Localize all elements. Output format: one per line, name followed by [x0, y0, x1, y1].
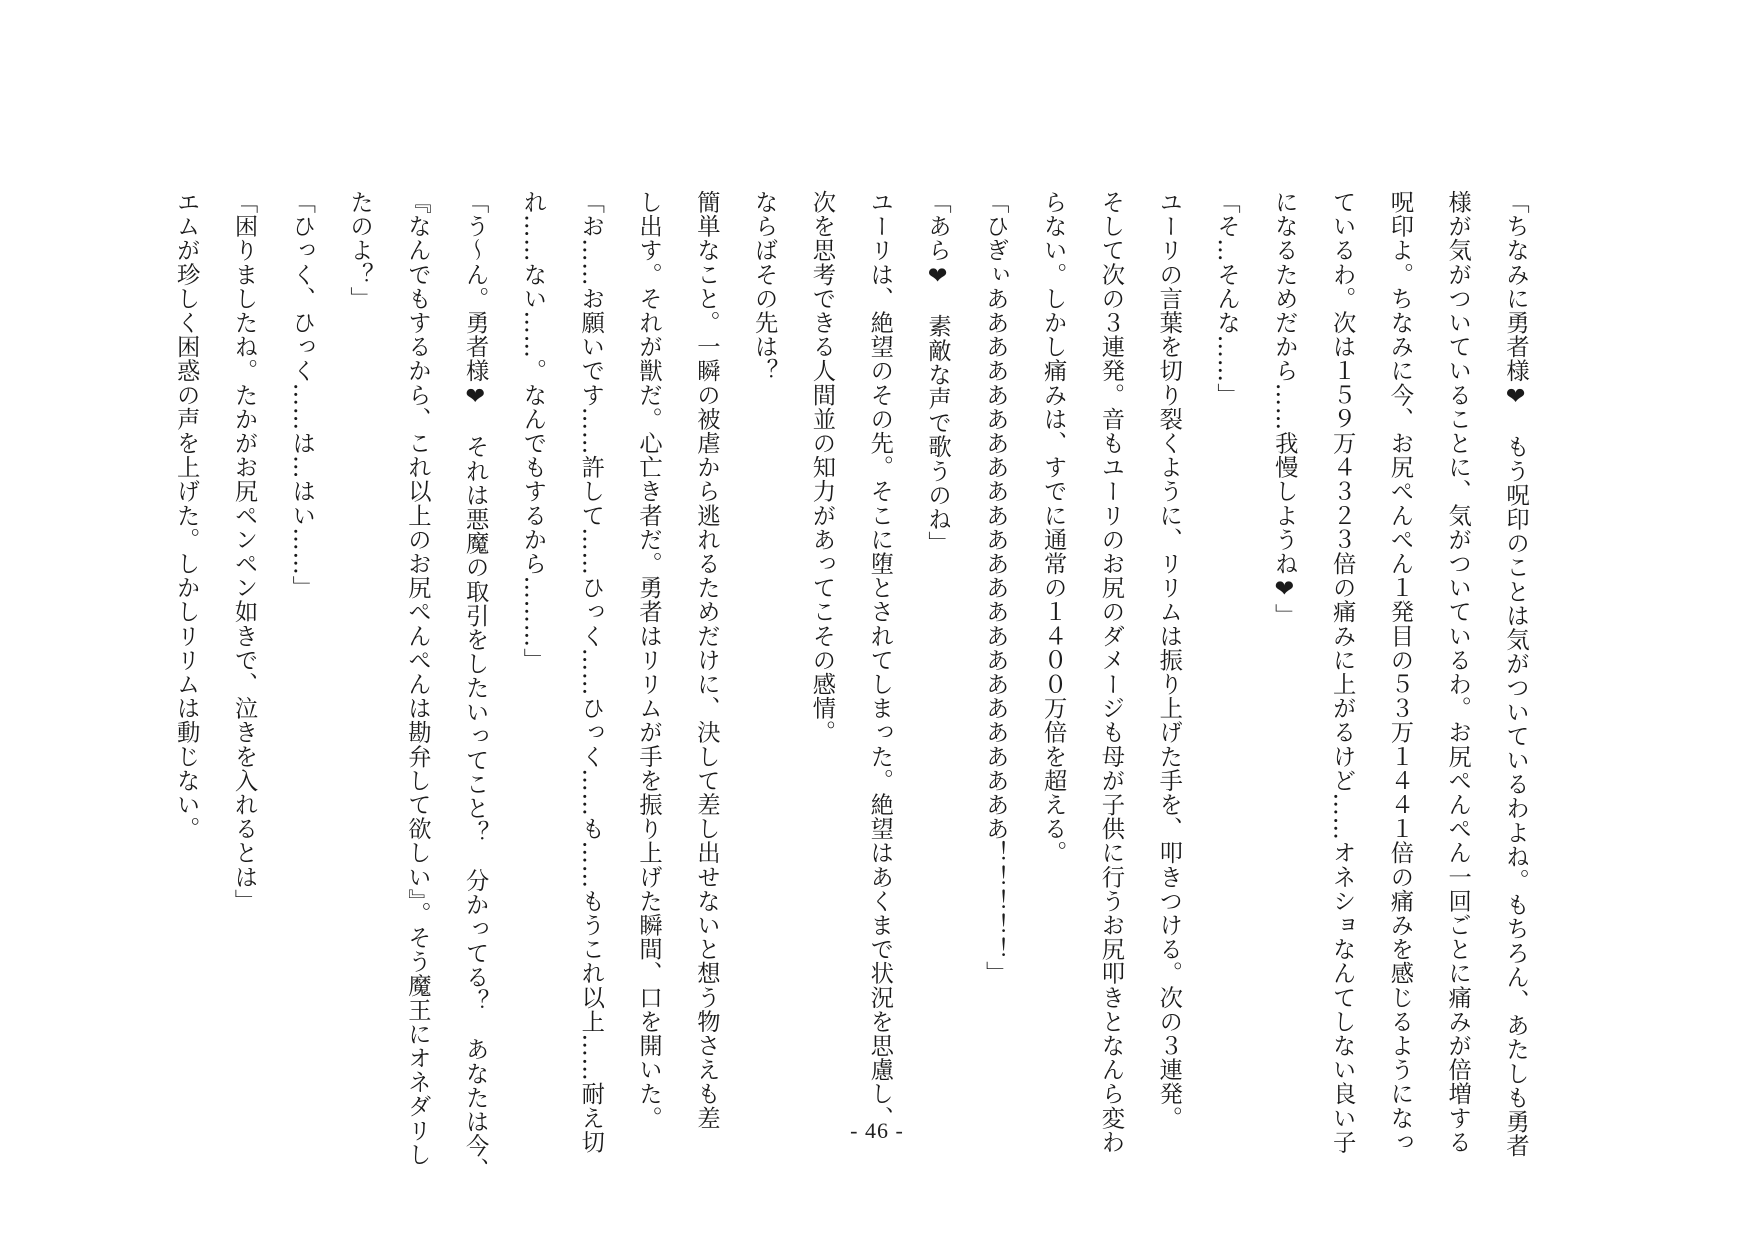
text-column: 次を思考できる人間並の知力があってこその感情。 [808, 190, 836, 745]
text-column: 「う～ん。勇者様❤ それは悪魔の取引をしたいってこと？ 分かってる？ あなたは今、 [461, 190, 489, 1182]
text-column: 「あら❤ 素敵な声で歌うのね」 [924, 190, 952, 556]
text-column: 「ひぎぃあああああああああああああああああああああああ！！！！！」 [981, 190, 1009, 986]
text-column: 様が気がついていることに、気がついているわ。お尻ぺんぺん一回ごとに痛みが倍増する [1444, 190, 1472, 1154]
text-column: になるためだから……我慢しようね❤」 [1270, 190, 1298, 628]
text-column: たのよ？」 [346, 190, 374, 311]
text-column: エムが珍しく困惑の声を上げた。しかしリリムは動じない。 [172, 190, 200, 841]
text-column: 簡単なこと。一瞬の被虐から逃れるためだけに、決して差し出せないと想う物さえも差 [692, 190, 720, 1130]
text-column: そして次の３連発。音もユーリのお尻のダメージも母が子供に行うお尻叩きとなんら変わ [1097, 190, 1125, 1154]
text-column: ているわ。次は１５９万４３２３倍の痛みに上がるけど……オネショなんてしない良い子 [1328, 190, 1356, 1154]
text-column: 「ひっく、ひっく……は…はい……」 [288, 190, 316, 600]
text-column: 「お……お願いです……許して……ひっく……ひっく……も……もうこれ以上……耐え切 [577, 190, 605, 1154]
text-column: ユーリは、絶望のその先。そこに堕とされてしまった。絶望はあくまで状況を思慮し、 [866, 190, 894, 1130]
text-column: 「困りましたね。たかがお尻ペンペン如きで、泣きを入れるとは」 [230, 190, 258, 913]
text-column: ならばその先は？ [750, 190, 778, 383]
page-number: - 46 - [850, 1118, 904, 1143]
text-column: 「ちなみに勇者様❤ もう呪印のことは気がついているわよね。もちろん、あたしも勇者 [1502, 190, 1529, 1158]
text-column: ユーリの言葉を切り裂くように、リリムは振り上げた手を、叩きつける。次の３連発。 [1155, 190, 1183, 1130]
text-column: 『なんでもするから、これ以上のお尻ぺんぺんは勘弁して欲しい』。そう魔王にオネダリし [403, 190, 431, 1167]
text-column: し出す。それが獣だ。心亡き者だ。勇者はリリムが手を振り上げた瞬間、口を開いた。 [635, 190, 663, 1130]
text-column: 「そ…そんな……」 [1213, 190, 1241, 407]
text-column: 呪印よ。ちなみに今、お尻ぺんぺん１発目の５３万１４４１倍の痛みを感じるようになっ [1386, 190, 1414, 1154]
text-column: れ……ない……。なんでもするから………」 [519, 190, 547, 672]
text-column: らない。しかし痛みは、すでに通常の１４００万倍を超える。 [1039, 190, 1067, 865]
